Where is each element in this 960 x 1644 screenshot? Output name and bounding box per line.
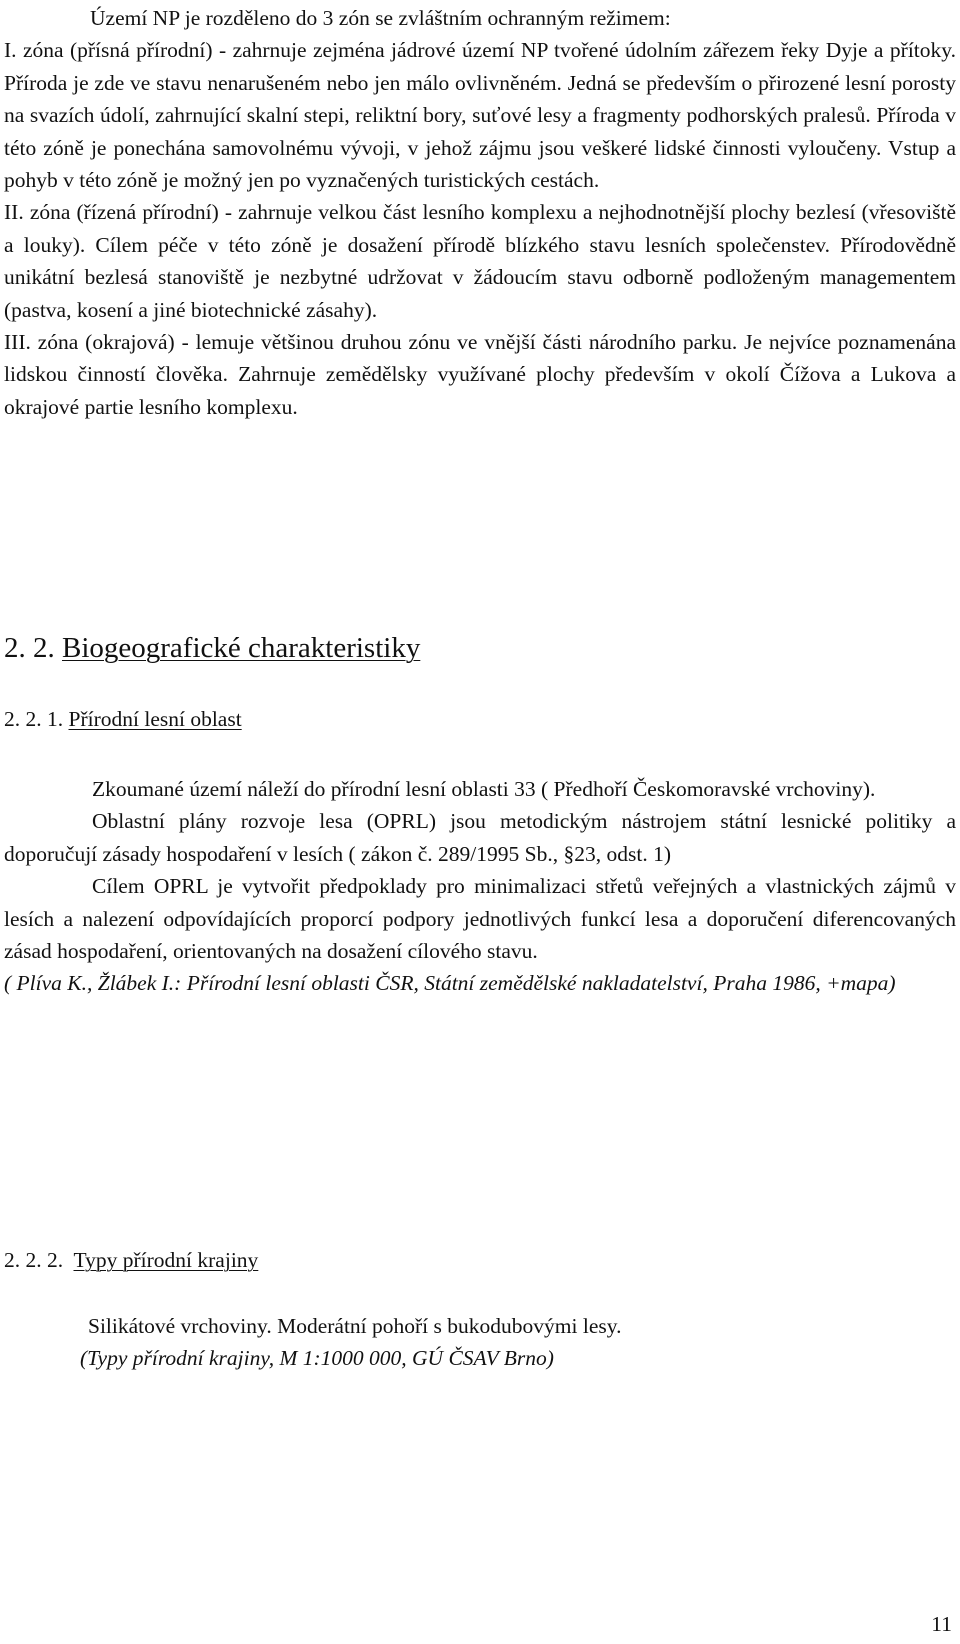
section-2-2-2-body [80, 1310, 948, 1375]
section-2-2-1-heading [4, 707, 242, 732]
section-number: 2. 2. 1. [4, 707, 64, 731]
section-title: Typy přírodní krajiny [73, 1248, 259, 1272]
citation: ( Plíva K., Žlábek I.: Přírodní lesní oblasti ČSR, Státní zemědělské nakladatelství, Praha 1986, +mapa) [4, 971, 896, 996]
zone-2-text: II. zóna (řízená přírodní) - zahrnuje velkou část lesního komplexu a nejhodnotnější plochy bezlesí (vřesoviště a louky). Cílem péče v této zóně je dosažení přírodě blízkého stavu lesních společenstev. Přírodovědně unikátní bezlesá stanoviště je nezbytné udržovat v žádoucím stavu odborně podloženým managementem (pastva, kosení a jiné biotechnické zásahy). [4, 200, 956, 322]
zone-1-text: I. zóna (přísná přírodní) - zahrnuje zejména jádrové území NP tvořené údolním zářezem řeky Dyje a přítoky. Příroda je zde ve stavu nenarušeném nebo jen málo ovlivněném. Jedná se především o přirozené lesní porosty na svazích údolí, zahrnující skalní stepi, reliktní bory, suťové lesy a fragmenty podhorských pralesů. Příroda v této zóně je ponechána samovolnému vývoji, v jehož zájmu jsou veškeré lidské činnosti vyloučeny. Vstup a pohyb v této zóně je možný jen po vyznačených turistických cestách. [4, 38, 956, 193]
section-title: Biogeografické charakteristiky [62, 632, 421, 664]
paragraph: Zkoumané území náleží do přírodní lesní oblasti 33 ( Předhoří Českomoravské vrchoviny). [92, 777, 876, 801]
paragraph: Silikátové vrchoviny. Moderátní pohoří s bukodubovými lesy. [88, 1314, 622, 1338]
citation: (Typy přírodní krajiny, M 1:1000 000, GÚ ČSAV Brno) [80, 1346, 554, 1371]
section-2-2-1-body [4, 773, 956, 1000]
section-number: 2. 2. 2. [4, 1248, 64, 1272]
page-number: 11 [931, 1612, 952, 1636]
paragraph: Oblastní plány rozvoje lesa (OPRL) jsou metodickým nástrojem státní lesnické politiky a doporučují zásady hospodaření v lesích ( zákon č. 289/1995 Sb., §23, odst. 1) [4, 809, 956, 866]
section-2-2-heading [4, 632, 420, 665]
paragraph: Cílem OPRL je vytvořit předpoklady pro minimalizaci střetů veřejných a vlastnických zájmů v lesích a nalezení odpovídajících proporcí podpory jednotlivých funkcí lesa a doporučení diferencovaných zásad hospodaření, orientovaných na dosažení cílového stavu. [4, 874, 956, 964]
section-title: Přírodní lesní oblast [68, 707, 242, 731]
section-2-2-2-heading [4, 1248, 258, 1273]
zones-paragraph [4, 2, 956, 423]
zone-3-text: III. zóna (okrajová) - lemuje většinou druhou zónu ve vnější části národního parku. Je nejvíce poznamenána lidskou činností člověka. Zahrnuje zemědělsky využívané plochy především v okolí Čížova a Lukova a okrajové partie lesního komplexu. [4, 330, 956, 419]
zones-lead: Území NP je rozděleno do 3 zón se zvláštním ochranným režimem: [90, 6, 671, 30]
section-number: 2. 2. [4, 632, 55, 664]
